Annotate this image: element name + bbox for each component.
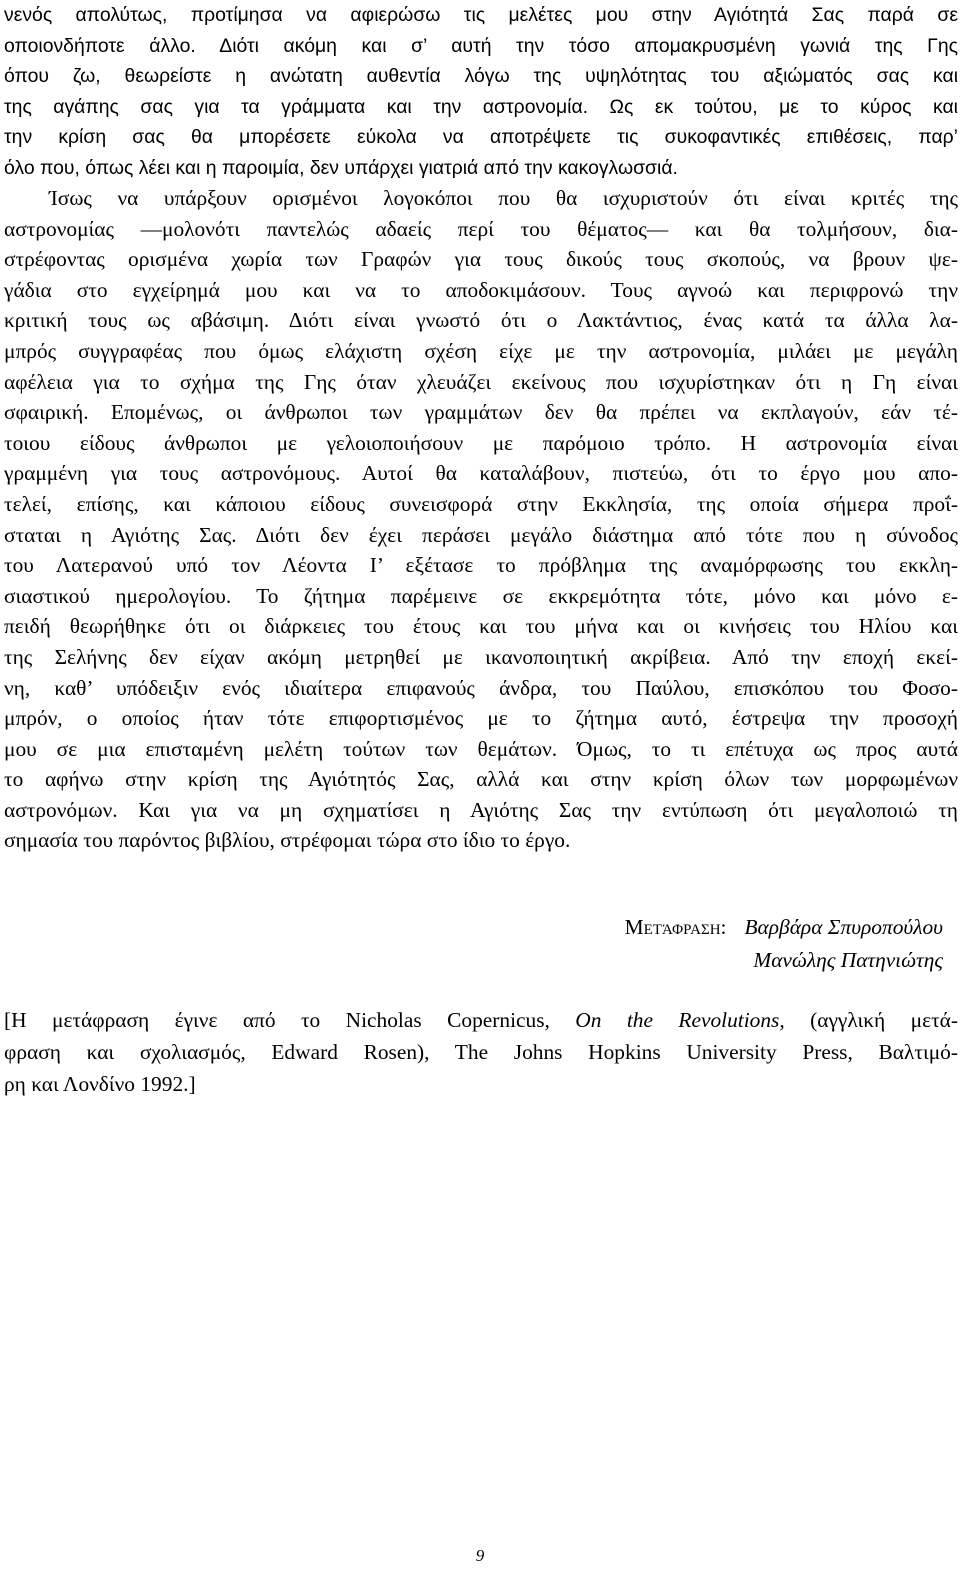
text-line: της Σελήνης δεν είχαν ακόμη μετρηθεί με ικανοποιητική ακρίβεια. Από την εποχή εκεί- <box>4 644 958 669</box>
credit-text: (αγγλική μετά- <box>784 1008 958 1032</box>
text-line: αστρονόμων. Και για να μη σχηματίσει η Αγιότης Σας την εντύπωση ότι μεγαλοποιώ τη <box>4 797 958 822</box>
text-line: γραμμένη για τους αστρονόμους. Αυτοί θα καταλάβουν, πιστεύω, ότι το έργο μου απο- <box>4 461 958 486</box>
text-line: νη, καθ’ υπόδειξιν ενός ιδιαίτερα επιφανούς άνδρα, του Παύλου, επισκόπου του Φοσο- <box>4 675 958 700</box>
credit-line: φραση και σχολιασμός, Edward Rosen), The Johns Hopkins University Press, Βαλτιμό- <box>4 1040 958 1064</box>
credit-line: ρη και Λονδίνο 1992.] <box>4 1072 196 1096</box>
credit-text: [Η μετάφραση έγινε από το Nicholas Copernicus, <box>4 1008 576 1032</box>
text-line: σταται η Αγιότης Σας. Διότι δεν έχει περάσει μεγάλο διάστημα από τότε που η σύνοδος <box>4 522 958 547</box>
translator-name: Βαρβάρα Σπυροπούλου <box>744 915 943 939</box>
text-line: πειδή θεωρήθηκε ότι οι διάρκειες του έτους και του μήνα και οι κινήσεις του Ηλίου και <box>4 614 958 639</box>
text-line: σημασία του παρόντος βιβλίου, στρέφομαι τώρα στο ίδιο το έργο. <box>4 828 571 853</box>
text-line: γάδια στο εγχείρημά μου και να το αποδοκιμάσουν. Τους αγνοώ και περιφρονώ την <box>4 277 958 302</box>
text-line: το αφήνω στην κρίση της Αγιότητός Σας, αλλά και στην κρίση όλων των μορφωμένων <box>4 767 958 792</box>
text-line: την κρίση σας θα μπορέσετε εύκολα να αποτρέψετε τις συκοφαντικές επιθέσεις, παρ’ <box>4 126 958 149</box>
text-line: σφαιρική. Επομένως, οι άνθρωποι των γραμμάτων δεν θα πρέπει να εκπλαγούν, εάν τέ- <box>4 400 958 425</box>
text-line: σιαστικού ημερολογίου. Το ζήτημα παρέμεινε σε εκκρεμότητα τότε, μόνο και μόνο ε- <box>4 583 958 608</box>
text-line: μπρόν, ο οποίος ήταν τότε επιφορτισμένος με το ζήτημα αυτό, έστρεψα την προσοχή <box>4 706 958 731</box>
text-line: Ίσως να υπάρξουν ορισμένοι λογοκόποι που θα ισχυριστούν ότι είναι κριτές της <box>49 186 958 210</box>
text-line: οποιονδήποτε άλλο. Διότι ακόμη και σ’ αυτή την τόσο απομακρυσμένη γωνιά της Γης <box>4 34 958 57</box>
translators-block <box>0 911 943 977</box>
text-line: όπου ζω, θεωρείστε η ανώτατη αυθεντία λόγω της υψηλότητας του αξιώματός σας και <box>4 65 958 88</box>
source-credit <box>4 1004 958 1100</box>
text-line: της αγάπης σας για τα γράμματα και την αστρονομία. Ως εκ τούτου, με το κύρος και <box>4 95 958 118</box>
text-line: αστρονομίας —μολονότι παντελώς αδαείς περί του θέματος— και θα τολμήσουν, δια- <box>4 216 958 241</box>
body-paragraph <box>4 183 958 856</box>
text-line: αφέλεια για το σχήμα της Γης όταν χλευάζει εκείνους που ισχυρίστηκαν ότι η Γη είναι <box>4 369 958 394</box>
text-line: κριτική τους ως αβάσιμη. Διότι είναι γνωστό ότι ο Λακτάντιος, ένας κατά τα άλλα λα- <box>4 308 958 333</box>
text-line: νενός απολύτως, προτίμησα να αφιερώσω τις μελέτες μου στην Αγιότητά Σας παρά σε <box>4 4 958 26</box>
text-line: μου σε μια επισταμένη μελέτη τούτων των θεμάτων. Όμως, το τι επέτυχα ως προς αυτά <box>4 736 958 761</box>
credit-line <box>4 1004 958 1036</box>
text-line: στρέφοντας ορισμένα χωρία των Γραφών για τους δικούς τους σκοπούς, να βρουν ψε- <box>4 247 958 272</box>
text-line: τελεί, επίσης, και κάποιου είδους συνεισφορά στην Εκκλησία, της οποία σήμερα προΐ- <box>4 491 958 516</box>
translator-name: Μανώλης Πατηνιώτης <box>753 948 943 972</box>
book-title: On the Revolutions, <box>575 1008 785 1032</box>
text-line: όλο που, όπως λέει και η παροιμία, δεν υπάρχει γιατριά από την κακογλωσσιά. <box>4 156 678 179</box>
text-line: μπρός συγγραφέας που όμως ελάχιστη σχέση είχε με την αστρονομία, μιλάει με μεγάλη <box>4 338 958 363</box>
translator-row <box>0 944 943 977</box>
translation-label: Μετάφραση: <box>624 915 727 939</box>
translator-row <box>0 911 943 944</box>
intro-paragraph <box>4 0 958 184</box>
page-number: 9 <box>475 1546 485 1565</box>
text-line: τοιου είδους άνθρωποι με γελοιοποιήσουν με παρόμοιο τρόπο. Η αστρονομία είναι <box>4 430 958 455</box>
text-line: του Λατερανού υπό τον Λέοντα Ι’ εξέτασε το πρόβλημα της αναμόρφωσης του εκκλη- <box>4 553 958 578</box>
